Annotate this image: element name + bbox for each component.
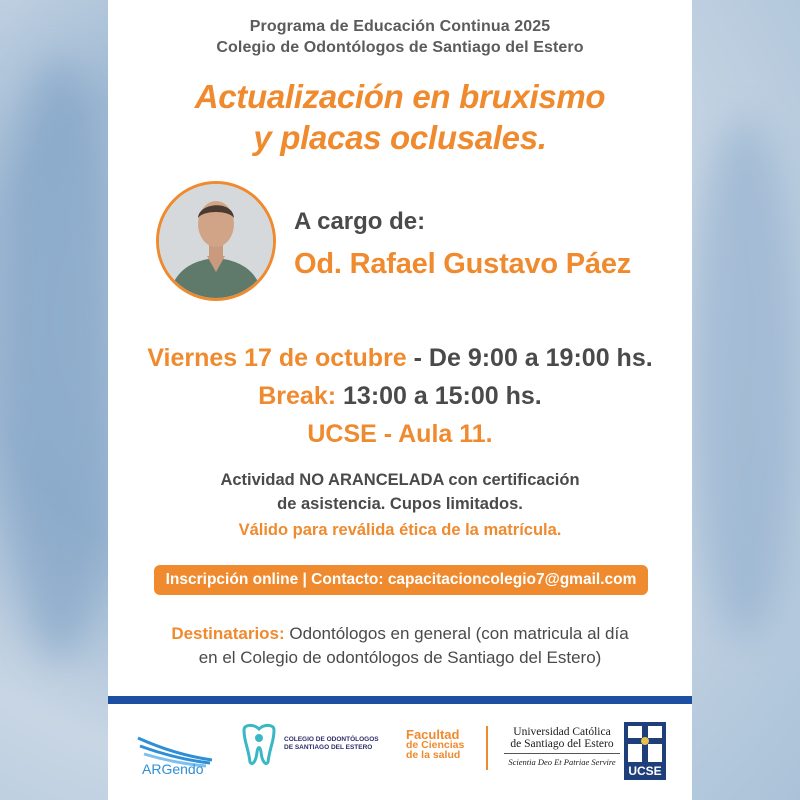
fee-note: Actividad NO ARANCELADA con certificación — [220, 471, 580, 489]
background-blur — [0, 60, 120, 660]
ucse-shield-logo — [624, 722, 666, 780]
audience-line-2: en el Colegio de odontólogos de Santiago del Estero) — [198, 648, 602, 667]
break-label: Break: — [258, 382, 337, 410]
audience-text: Odontólogos en general (con matricula al día — [284, 624, 629, 643]
facultad-logo: Facultad de Ciencias de la salud — [406, 727, 465, 761]
audience-line-1 — [108, 624, 692, 644]
sponsor-footer — [108, 704, 692, 800]
schedule-line — [108, 344, 692, 373]
attendance-note: de asistencia. Cupos limitados. — [277, 495, 523, 513]
program-title: Programa de Educación Continua 2025 — [249, 18, 551, 35]
organizer-name: Colegio de Odontólogos de Santiago del Estero — [216, 39, 584, 56]
event-time: - De 9:00 a 19:00 hs. — [406, 344, 653, 372]
speaker-photo — [156, 181, 276, 301]
course-title-line-2: y placas oclusales. — [253, 119, 547, 156]
background-blur — [690, 120, 800, 640]
speaker-label: A cargo de: — [294, 208, 426, 235]
speaker-name: Od. Rafael Gustavo Páez — [294, 248, 632, 280]
event-date: Viernes 17 de octubre — [147, 344, 407, 372]
ethics-note: Válido para reválida ética de la matrícula. — [238, 521, 562, 539]
tooth-icon — [238, 722, 280, 766]
break-line — [108, 382, 692, 411]
event-location: UCSE - Aula 11. — [307, 420, 493, 448]
event-poster — [108, 0, 692, 800]
colegio-logo — [238, 722, 388, 782]
audience-label: Destinatarios: — [171, 624, 285, 643]
ucse-name: Universidad Católica de Santiago del Estero Scientia Deo Et Patriae Servire — [500, 726, 624, 767]
footer-divider — [108, 696, 692, 704]
contact-banner: Inscripción online | Contacto: capacitacioncolegio7@gmail.com — [154, 565, 648, 595]
colegio-name: COLEGIO DE ODONTÓLOGOS DE SANTIAGO DEL ESTERO — [284, 736, 379, 751]
course-title-line-1: Actualización en bruxismo — [194, 78, 606, 115]
facultad-divider — [486, 726, 488, 770]
ucse-short-name: UCSE — [628, 764, 662, 778]
break-time: 13:00 a 15:00 hs. — [336, 382, 542, 410]
argendo-name: ARGendo — [142, 761, 204, 777]
